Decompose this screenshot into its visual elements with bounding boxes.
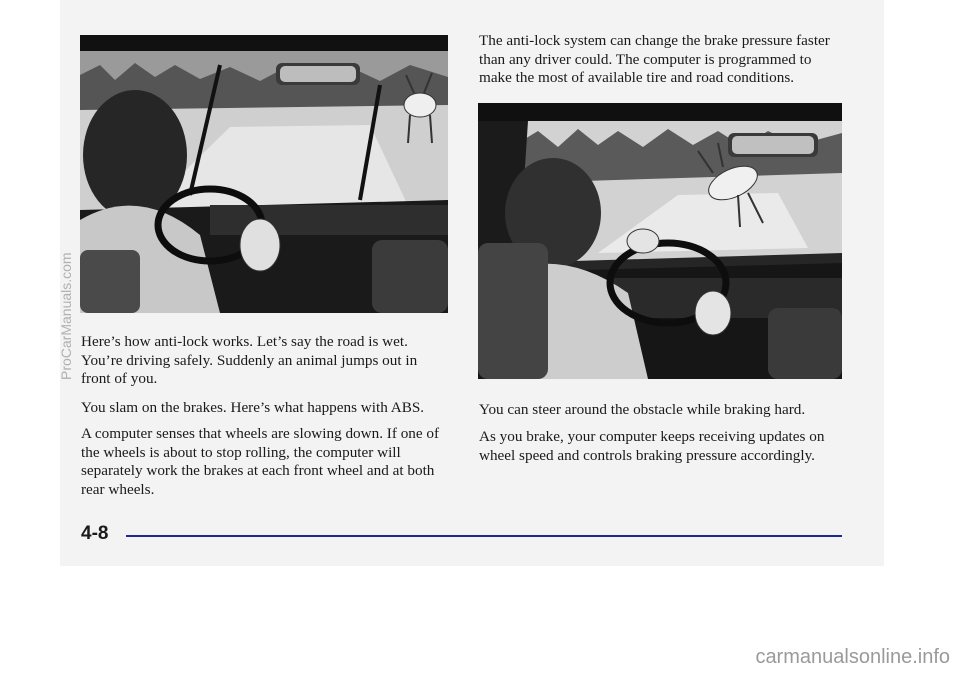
driver-sees-deer-illustration (80, 35, 448, 313)
steer-around-paragraph: You can steer around the obstacle while braking hard. (479, 401, 806, 418)
wheel-speed-paragraph: As you brake, your computer keeps receiving updates on wheel speed and controls braking pressure accordingly. (479, 428, 825, 464)
manual-page (60, 0, 884, 566)
abs-intro-paragraph: Here’s how anti-lock works. Let’s say the road is wet. You’re driving safely. Suddenly an animal jumps out in front of you. (81, 333, 418, 387)
page-number: 4-8 (81, 523, 109, 544)
site-watermark: carmanualsonline.info (755, 646, 950, 668)
footer-rule (126, 535, 842, 537)
abs-computer-paragraph: A computer senses that wheels are slowing down. If one of the wheels is about to stop rolling, the computer will separately work the brakes at each front wheel and at both rear wheels. (81, 425, 440, 498)
side-watermark: ProCarManuals.com (58, 252, 74, 380)
abs-brake-paragraph: You slam on the brakes. Here’s what happens with ABS. (81, 399, 425, 416)
abs-pressure-paragraph: The anti-lock system can change the brake pressure faster than any driver could. The computer is programmed to make the most of available tire and road conditions. (479, 32, 830, 86)
driver-steers-around-deer-illustration (478, 103, 842, 379)
